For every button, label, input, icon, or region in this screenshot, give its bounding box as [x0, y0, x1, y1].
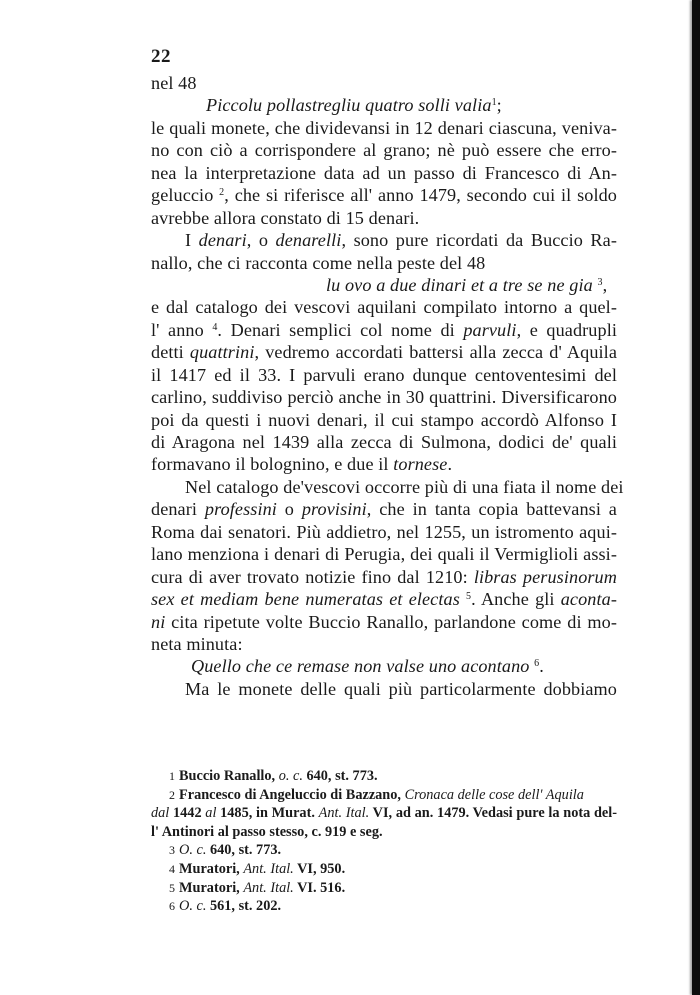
- text-run: ,: [602, 274, 608, 295]
- text-run: ;: [496, 95, 502, 116]
- text-line: [151, 588, 617, 610]
- text-run: denari: [151, 499, 205, 520]
- italic-text: lu ovo a due dinari et a tre se ne gia: [326, 274, 593, 295]
- italic-text: ni: [151, 611, 166, 632]
- footnote-number: 2: [169, 787, 175, 802]
- text-run: VI, 950.: [293, 860, 346, 877]
- footnote: [151, 897, 617, 916]
- text-line: [151, 566, 617, 588]
- page-content: [151, 46, 624, 700]
- text-run: Buccio Ranallo,: [179, 768, 279, 784]
- footnote-marker: 4: [212, 321, 218, 333]
- text-line: [151, 431, 617, 453]
- text-run: cita ripetute volte Buccio Ranallo, parlandone come di mo-: [165, 611, 617, 632]
- italic-text: O. c.: [179, 842, 207, 859]
- text-run: il 1417 ed il 33. I parvuli erano dunque centoventesimi del: [151, 364, 617, 385]
- text-run: Ma le monete delle quali più particolarmente dobbiamo: [185, 678, 617, 699]
- italic-text: Quello che ce remase non valse uno acontano: [191, 656, 530, 677]
- footnote: [151, 879, 617, 898]
- italic-text: sex et mediam bene numeratas et electas: [151, 589, 460, 610]
- footnote: [151, 860, 617, 879]
- footnote-marker: 6: [534, 658, 540, 670]
- text-line: [151, 498, 617, 520]
- text-run: l' Antinori al passo stesso, c. 919 e seg.: [151, 823, 383, 840]
- text-run: neta minuta:: [151, 633, 243, 654]
- text-run: l' anno: [151, 319, 213, 340]
- footnote-marker: 5: [466, 591, 472, 603]
- paragraph-start-line: [151, 678, 617, 700]
- text-run: VI. 516.: [293, 879, 346, 896]
- text-run: le quali monete, che dividevansi in 12 denari ciascuna, veniva-: [151, 117, 617, 138]
- text-run: di Aragona nel 1439 alla zecca di Sulmona, dodici de' quali: [151, 432, 617, 452]
- verse-quote-line: [151, 94, 617, 116]
- text-run: Muratori,: [179, 879, 244, 896]
- italic-text: quattrini: [189, 342, 255, 363]
- text-run: 640, st. 773.: [206, 842, 282, 859]
- italic-text: Piccolu pollastregliu quatro solli valia: [206, 95, 492, 116]
- text-line: [151, 386, 617, 408]
- text-line: [151, 117, 617, 139]
- verse-quote-line: [151, 274, 617, 296]
- body-text: [151, 72, 624, 700]
- text-run: 1442: [169, 805, 206, 822]
- text-run: . Anche gli: [471, 589, 561, 610]
- italic-text: O. c.: [179, 898, 207, 915]
- text-line: [151, 252, 617, 274]
- italic-text: denarelli: [275, 230, 342, 251]
- text-line: [151, 184, 617, 206]
- text-line: [151, 341, 617, 363]
- text-run: avrebbe allora constato di 15 denari.: [151, 207, 420, 228]
- text-line: [151, 319, 617, 341]
- footnote-continuation: [151, 804, 617, 823]
- text-line: [151, 633, 617, 655]
- italic-text: parvuli: [463, 319, 517, 340]
- text-run: Nel catalogo de'vescovi occorre più di una fiata il nome dei: [185, 476, 624, 497]
- text-line: [151, 139, 617, 161]
- footnote-number: 6: [169, 899, 175, 914]
- italic-text: al: [205, 805, 217, 822]
- text-run: Francesco di Angeluccio di Bazzano,: [179, 786, 405, 803]
- page-number: 22: [151, 46, 171, 67]
- text-run: carlino, suddiviso perciò anche in 30 quattrini. Diversificarono: [151, 387, 617, 408]
- footnote-number: 3: [169, 843, 175, 858]
- text-line: [151, 409, 617, 431]
- italic-text: provisini: [301, 499, 367, 520]
- footnote-marker: 1: [491, 97, 497, 109]
- footnote: [151, 767, 617, 786]
- text-line: [151, 207, 617, 229]
- text-line: [151, 611, 617, 633]
- text-run: .: [539, 656, 544, 677]
- text-run: , e quadrupli: [516, 319, 618, 340]
- text-run: VI, ad an. 1479. Vedasi pure la nota del-: [369, 805, 617, 822]
- footnote-number: 1: [169, 769, 175, 783]
- text-run: e dal catalogo dei vescovi aquilani compilato intorno a quel-: [151, 297, 617, 318]
- italic-text: Ant. Ital.: [243, 860, 294, 877]
- footnote-marker: 3: [597, 276, 603, 288]
- verse-quote-line: [151, 655, 617, 677]
- text-run: I: [185, 230, 199, 251]
- footnote-marker: 2: [219, 187, 225, 199]
- italic-text: tornese: [393, 454, 448, 475]
- text-run: cura di aver trovato notizie fino dal 1210:: [151, 566, 474, 587]
- text-run: 640, st. 773.: [302, 768, 378, 784]
- footnote-continuation: [151, 823, 617, 842]
- text-run: formavano il bolognino, e due il: [151, 454, 394, 475]
- text-run: , sono pure ricordati da Buccio Ra-: [341, 230, 617, 251]
- text-run: .: [447, 454, 453, 475]
- italic-text: denari: [198, 230, 247, 251]
- paragraph-start-line: [151, 229, 617, 251]
- italic-text: professini: [204, 499, 277, 520]
- italic-text: dal: [151, 805, 170, 822]
- text-run: nallo, che ci racconta come nella peste del 48: [151, 252, 486, 273]
- text-run: , che si riferisce all' anno 1479, secondo cui il soldo: [224, 185, 617, 206]
- text-run: Roma dai senatori. Più addietro, nel 1255, un istromento aqui-: [151, 521, 617, 542]
- text-run: lano menziona i denari di Perugia, dei quali il Vermiglioli assi-: [151, 544, 617, 565]
- text-run: , vedremo accordati battersi alla zecca d' Aquila: [254, 342, 617, 363]
- text-run: geluccio: [151, 185, 220, 206]
- italic-text: o. c.: [278, 768, 303, 784]
- text-line: [151, 72, 617, 94]
- text-line: [151, 364, 617, 386]
- text-run: 1485, in Murat.: [216, 805, 319, 822]
- text-run: . Denari semplici col nome di: [217, 319, 464, 340]
- footnote: [151, 841, 617, 860]
- footnotes: [151, 767, 617, 916]
- text-run: nel 48: [151, 73, 197, 93]
- italic-text: Ant. Ital.: [318, 805, 370, 822]
- italic-text: Ant. Ital.: [243, 879, 294, 896]
- paragraph-start-line: [151, 476, 624, 498]
- text-run: o: [276, 499, 302, 520]
- text-run: , o: [246, 230, 276, 251]
- text-run: detti: [151, 342, 190, 363]
- italic-text: Cronaca delle cose dell' Aquila: [404, 786, 584, 803]
- text-line: [151, 521, 617, 543]
- text-line: [151, 296, 617, 318]
- footnote-number: 5: [169, 880, 175, 895]
- text-run: 561, st. 202.: [206, 898, 282, 915]
- text-line: [151, 162, 617, 184]
- text-run: , che in tanta copia battevansi a: [366, 499, 617, 520]
- text-run: poi da questi i nuovi denari, il cui stampo accordò Alfonso I: [151, 409, 617, 430]
- footnote-number: 4: [169, 861, 175, 876]
- text-run: nea la interpretazione data ad un passo di Francesco di An-: [151, 162, 617, 183]
- italic-text: aconta-: [560, 589, 617, 610]
- book-binding-edge: [692, 0, 700, 995]
- italic-text: libras perusinorum: [473, 566, 617, 587]
- text-line: [151, 453, 617, 475]
- text-line: [151, 543, 617, 565]
- text-run: no con ciò a corrispondere al grano; nè può essere che erro-: [151, 140, 617, 161]
- footnote: [151, 786, 617, 805]
- text-run: Muratori,: [179, 860, 244, 877]
